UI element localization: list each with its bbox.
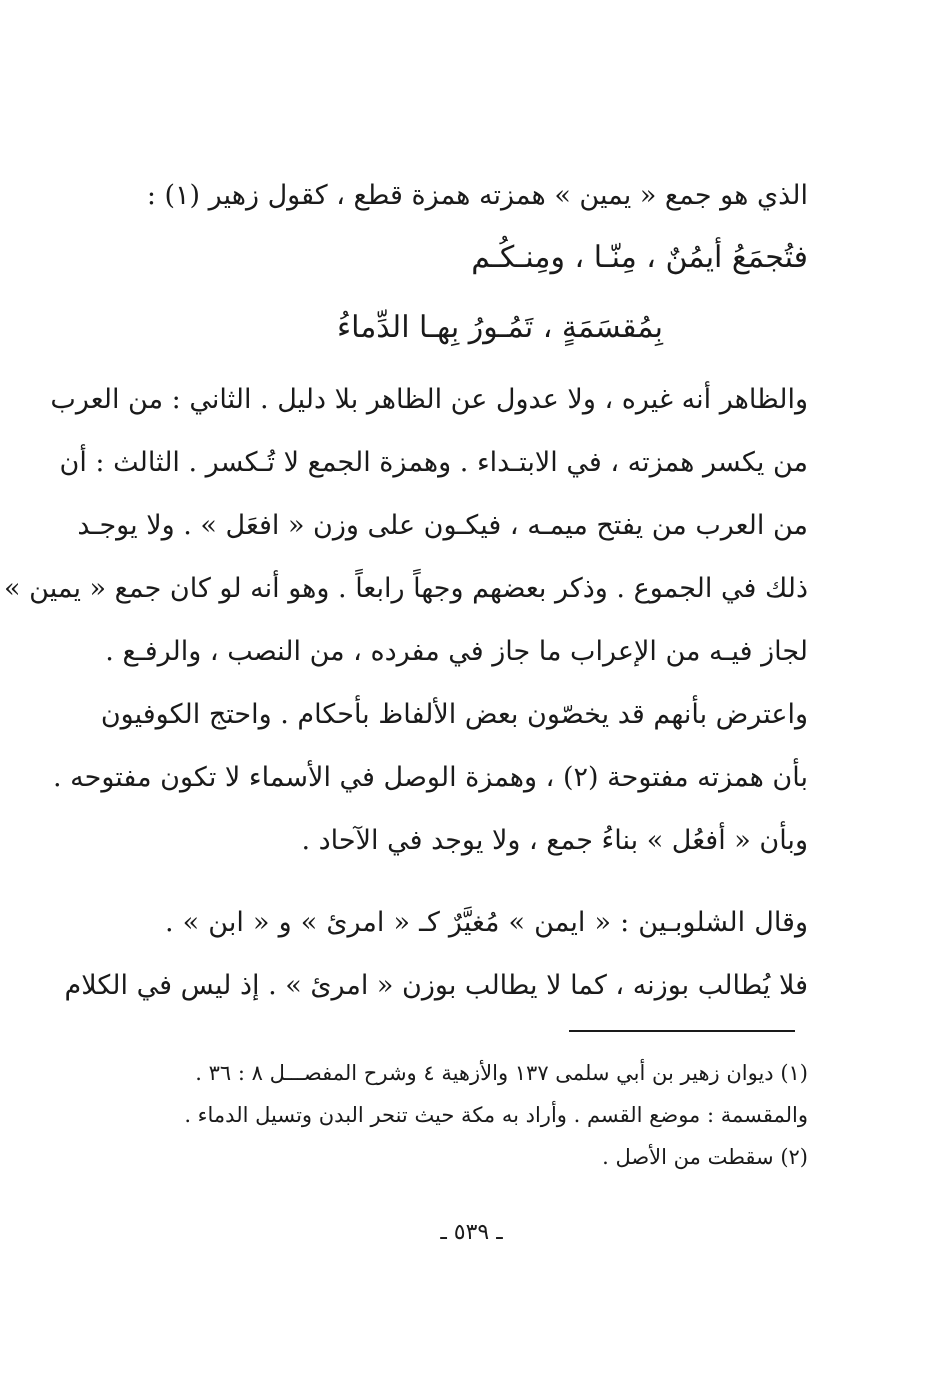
paragraph-line: واعترض بأنهم قد يخصّون بعض الألفاظ بأحكام . واحتج الكوفيون [100, 699, 808, 730]
paragraph-line: ذلك في الجموع . وذكر بعضهم وجهاً رابعاً . وهو أنه لو كان جمع « يمين » [4, 573, 808, 604]
footnote-2: (٢) سقطت من الأصل . [602, 1145, 808, 1169]
paragraph-line: وبأن « أفعُل » بناءُ جمع ، ولا يوجد في الآحاد . [301, 825, 808, 856]
verse-hemistich-2: بِمُقسَمَةٍ ، تَمُـورُ بِهـا الدِّماءُ [336, 310, 663, 345]
intro-line: الذي هو جمع « يمين » همزته همزة قطع ، كقول زهير (١) : [146, 180, 808, 211]
verse-hemistich-1: فتُجمَعُ أيمُنٌ ، مِنّـا ، ومِنـكُـم [471, 240, 808, 275]
footnote-1-continued: والمقسمة : موضع القسم . وأراد به مكة حيث تنحر البدن وتسيل الدماء . [184, 1103, 808, 1127]
paragraph-line: وقال الشلوبـين : « ايمن » مُغيَّرٌ كـ « امرئ » و « ابن » . [165, 907, 808, 938]
paragraph-line: والظاهر أنه غيره ، ولا عدول عن الظاهر بلا دليل . الثاني : من العرب [50, 384, 808, 415]
paragraph-line: من يكسر همزته ، في الابتـداء . وهمزة الجمع لا تُـكسر . الثالث : أن [59, 447, 808, 478]
page-number: ـ ٥٣٩ ـ [440, 1220, 503, 1245]
paragraph-line: بأن همزته مفتوحة (٢) ، وهمزة الوصل في الأسماء لا تكون مفتوحه . [53, 762, 808, 793]
paragraph-line: لجاز فيـه من الإعراب ما جاز في مفرده ، من النصب ، والرفـع . [105, 636, 808, 667]
paragraph-line: من العرب من يفتح ميمـه ، فيكـون على وزن « افعَل » . ولا يوجـد [77, 510, 808, 541]
footnote-1: (١) ديوان زهير بن أبي سلمى ١٣٧ والأزهية ٤ وشرح المفصـــل ٨ : ٣٦ . [195, 1061, 808, 1085]
footnote-divider [569, 1030, 795, 1032]
paragraph-line: فلا يُطالب بوزنه ، كما لا يطالب بوزن « امرئ » . إذ ليس في الكلام [64, 970, 808, 1001]
